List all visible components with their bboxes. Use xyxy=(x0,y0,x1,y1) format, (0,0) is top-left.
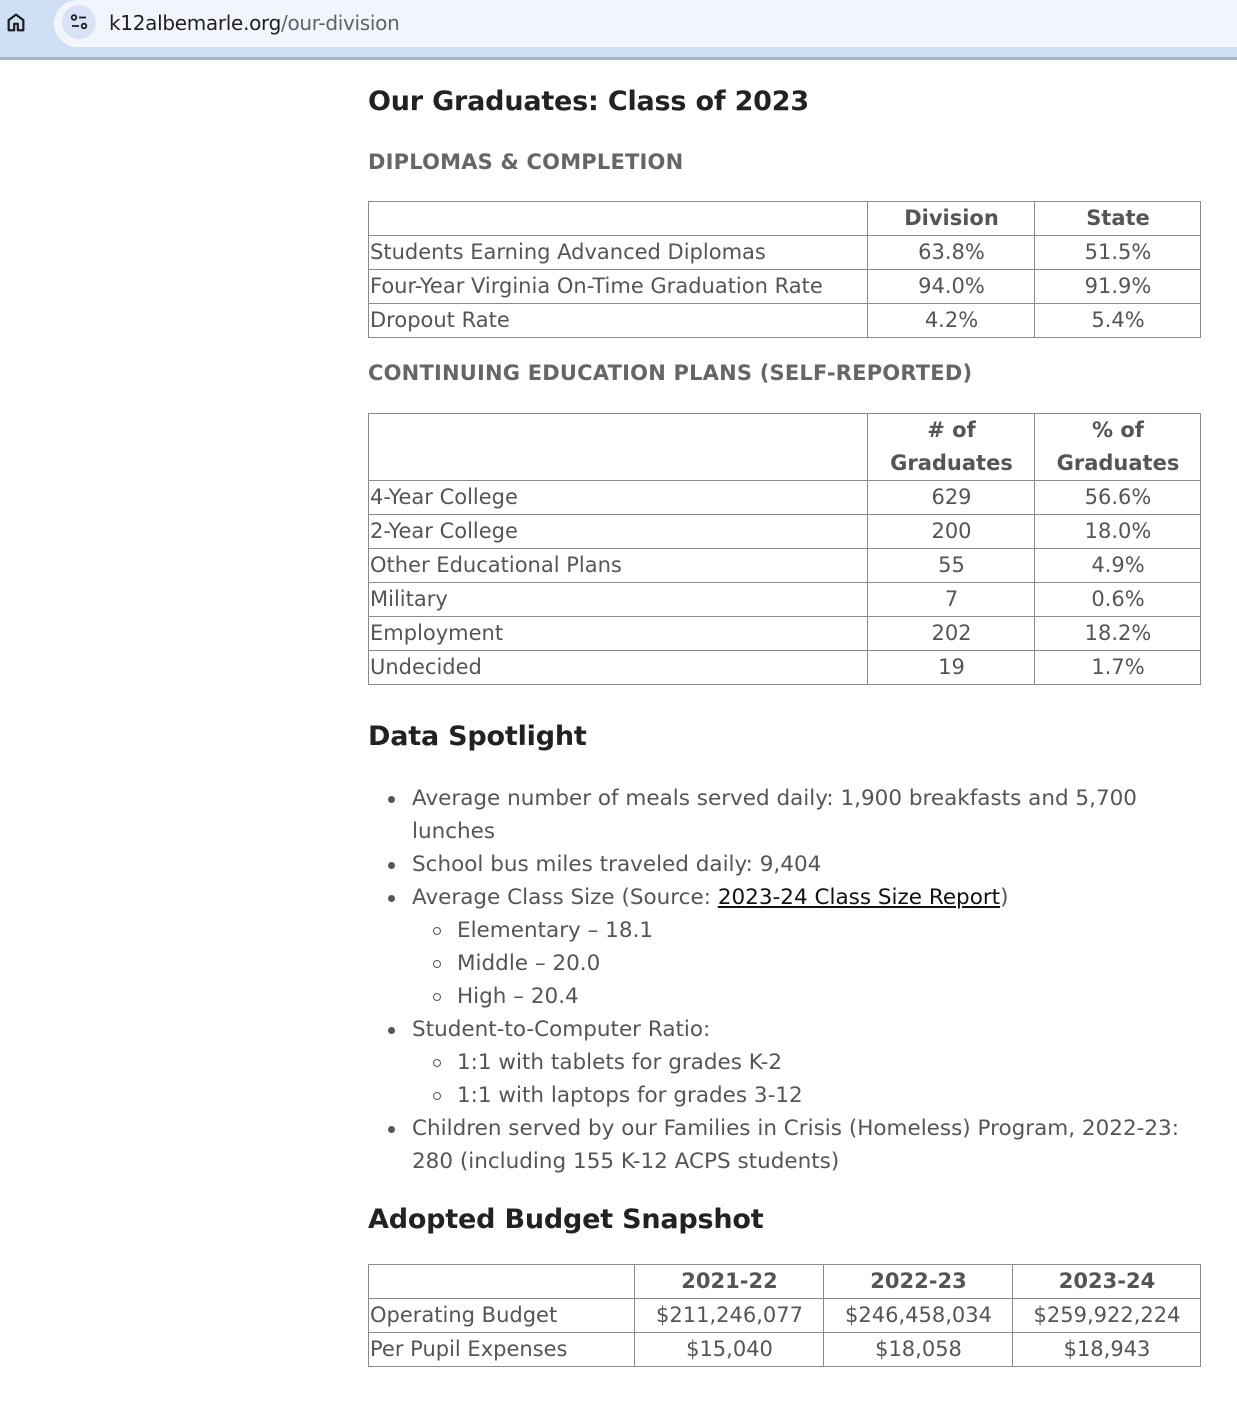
column-header xyxy=(369,202,868,236)
list-item: Middle – 20.0 xyxy=(457,947,1212,980)
count-value: 55 xyxy=(868,549,1035,583)
table-row xyxy=(369,617,1201,651)
budget-title: Adopted Budget Snapshot xyxy=(368,1204,764,1235)
percent-value: 56.6% xyxy=(1035,481,1201,515)
table-header-row xyxy=(369,202,1201,236)
budget-value: $15,040 xyxy=(635,1333,824,1367)
division-value: 94.0% xyxy=(868,270,1035,304)
url-domain: k12albemarle.org xyxy=(109,11,282,35)
state-value: 51.5% xyxy=(1035,236,1201,270)
class-size-sublist xyxy=(412,914,1212,1013)
list-item: 1:1 with laptops for grades 3-12 xyxy=(457,1079,1212,1112)
count-value: 202 xyxy=(868,617,1035,651)
percent-value: 0.6% xyxy=(1035,583,1201,617)
table-row xyxy=(369,515,1201,549)
list-item xyxy=(412,1013,1212,1112)
table-row xyxy=(369,481,1201,515)
column-header: Division xyxy=(868,202,1035,236)
budget-value: $18,058 xyxy=(824,1333,1013,1367)
budget-value: $259,922,224 xyxy=(1013,1299,1201,1333)
class-size-label: Average Class Size (Source: xyxy=(412,885,718,910)
home-button[interactable] xyxy=(2,8,30,36)
spotlight-list xyxy=(368,782,1212,1178)
column-header: 2023-24 xyxy=(1013,1265,1201,1299)
row-label: Per Pupil Expenses xyxy=(369,1333,635,1367)
graduates-title: Our Graduates: Class of 2023 xyxy=(368,86,809,117)
list-item: Children served by our Families in Crisis (Homeless) Program, 2022-23: 280 (including 155 K-12 ACPS students) xyxy=(412,1112,1212,1178)
column-header: 2022-23 xyxy=(824,1265,1013,1299)
list-item: Average number of meals served daily: 1,900 breakfasts and 5,700 lunches xyxy=(412,782,1212,848)
url-path: /our-division xyxy=(281,11,400,35)
count-value: 629 xyxy=(868,481,1035,515)
table-row xyxy=(369,304,1201,338)
table-row xyxy=(369,270,1201,304)
site-info-button[interactable] xyxy=(62,5,96,39)
column-header: State xyxy=(1035,202,1201,236)
computer-ratio-sublist xyxy=(412,1046,1212,1112)
budget-table xyxy=(368,1264,1201,1367)
main-content xyxy=(368,86,1200,1367)
plans-table xyxy=(368,413,1201,685)
table-row xyxy=(369,583,1201,617)
count-value: 7 xyxy=(868,583,1035,617)
division-value: 63.8% xyxy=(868,236,1035,270)
diplomas-table xyxy=(368,201,1201,338)
table-row xyxy=(369,1299,1201,1333)
spotlight-title: Data Spotlight xyxy=(368,721,587,752)
row-label: Operating Budget xyxy=(369,1299,635,1333)
tune-icon xyxy=(69,12,89,32)
table-row xyxy=(369,236,1201,270)
list-item: 1:1 with tablets for grades K-2 xyxy=(457,1046,1212,1079)
percent-value: 18.0% xyxy=(1035,515,1201,549)
count-value: 19 xyxy=(868,651,1035,685)
url-text[interactable] xyxy=(109,11,399,35)
row-label: Dropout Rate xyxy=(369,304,868,338)
budget-value: $18,943 xyxy=(1013,1333,1201,1367)
percent-value: 1.7% xyxy=(1035,651,1201,685)
home-icon xyxy=(5,11,27,33)
class-size-report-link[interactable]: 2023-24 Class Size Report xyxy=(717,885,1001,910)
list-item: High – 20.4 xyxy=(457,980,1212,1013)
budget-value: $211,246,077 xyxy=(635,1299,824,1333)
list-item: School bus miles traveled daily: 9,404 xyxy=(412,848,1212,881)
table-header-row xyxy=(369,414,1201,481)
row-label: Other Educational Plans xyxy=(369,549,868,583)
row-label: Military xyxy=(369,583,868,617)
row-label: Students Earning Advanced Diplomas xyxy=(369,236,868,270)
state-value: 5.4% xyxy=(1035,304,1201,338)
division-value: 4.2% xyxy=(868,304,1035,338)
column-header: % of Graduates xyxy=(1035,414,1201,481)
table-row xyxy=(369,1333,1201,1367)
computer-ratio-label: Student-to-Computer Ratio: xyxy=(412,1017,711,1042)
table-header-row xyxy=(369,1265,1201,1299)
column-header: # of Graduates xyxy=(868,414,1035,481)
address-bar[interactable] xyxy=(54,0,1237,47)
list-item xyxy=(412,881,1212,1013)
budget-value: $246,458,034 xyxy=(824,1299,1013,1333)
list-item: Elementary – 18.1 xyxy=(457,914,1212,947)
class-size-suffix: ) xyxy=(1000,885,1009,910)
percent-value: 18.2% xyxy=(1035,617,1201,651)
count-value: 200 xyxy=(868,515,1035,549)
column-header xyxy=(369,414,868,481)
row-label: Four-Year Virginia On-Time Graduation Rate xyxy=(369,270,868,304)
row-label: 2-Year College xyxy=(369,515,868,549)
plans-heading: CONTINUING EDUCATION PLANS (SELF-REPORTED) xyxy=(368,361,973,385)
diplomas-heading: DIPLOMAS & COMPLETION xyxy=(368,150,684,174)
percent-value: 4.9% xyxy=(1035,549,1201,583)
column-header: 2021-22 xyxy=(635,1265,824,1299)
table-row xyxy=(369,651,1201,685)
row-label: Undecided xyxy=(369,651,868,685)
table-row xyxy=(369,549,1201,583)
browser-toolbar xyxy=(0,0,1237,60)
row-label: 4-Year College xyxy=(369,481,868,515)
state-value: 91.9% xyxy=(1035,270,1201,304)
row-label: Employment xyxy=(369,617,868,651)
column-header xyxy=(369,1265,635,1299)
